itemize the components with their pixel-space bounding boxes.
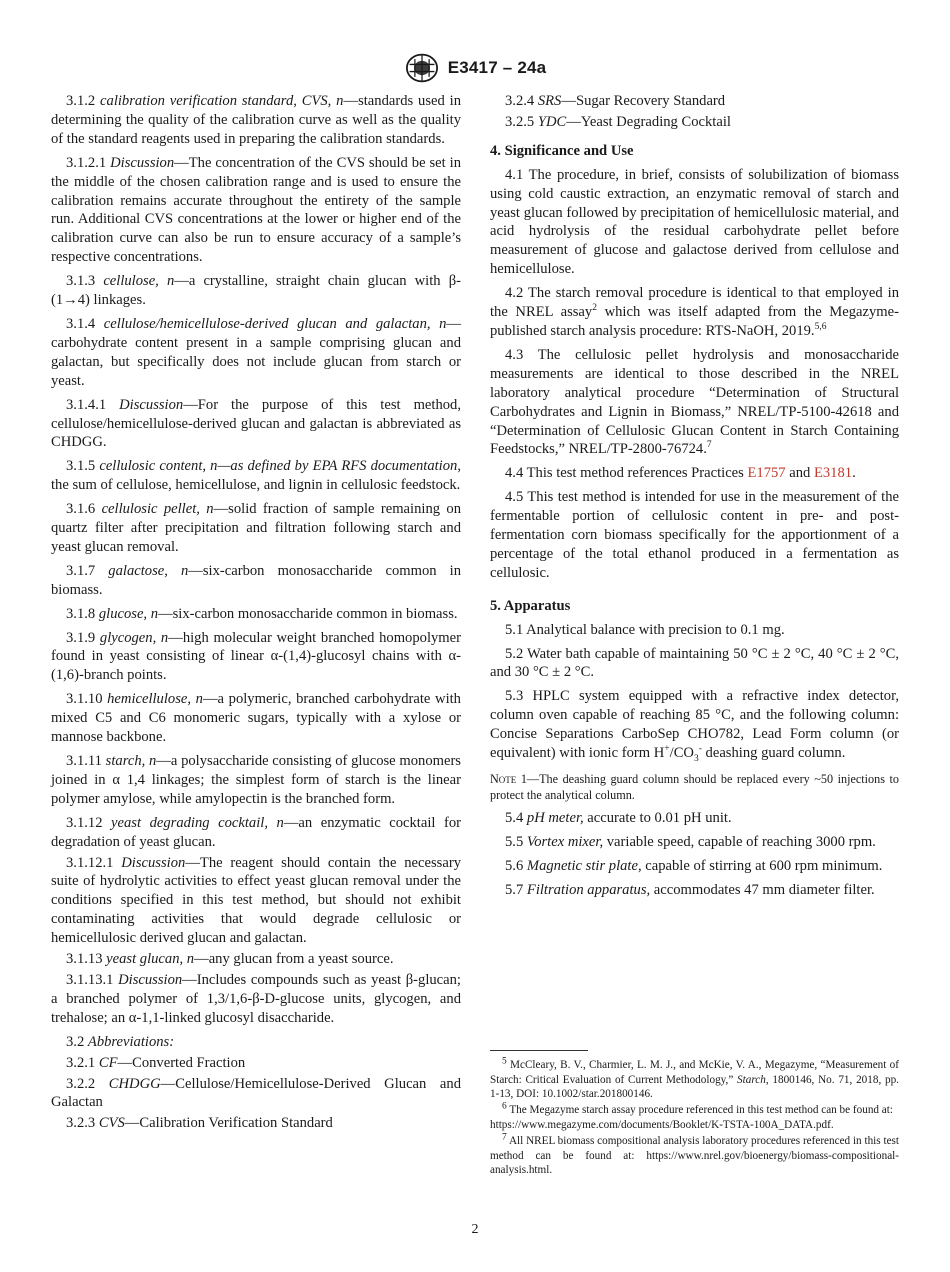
link-e3181[interactable]: E3181 [813,465,853,482]
footnote-divider [490,1050,588,1051]
footnote-6: $^6$ The Megazyme starch assay procedure referenced in this test method can be found at: [502,1101,893,1116]
abbrev-3-2-5: 3.2.5 YDC—Yeast Degrading Cocktail [505,113,731,130]
paragraph-4-5: 4.5 This test method is intended for use in the measurement of the fermentable portion of cellulosic content in pre- and post-fermentation corn biomass specifically for the apportionment of a percentage of the total ethanol produced in a fermentation as cellulosic. [490,489,899,581]
term-3-1-11: 3.1.11 starch, n—a polysaccharide consisting of glucose monomers joined in α 1,4 linkages; the simplest form of starch is the linear polymer amylose, while amylopectin is the branched form. [51,753,461,807]
footnote-6-url[interactable]: https://www.megazyme.com/documents/Booklet/K-TSTA-100A_DATA.pdf. [490,1119,834,1132]
link-e1757[interactable]: E1757 [747,465,786,482]
right-column [490,92,899,905]
term-3-1-2: 3.1.2 calibration verification standard, CVS, n—standards used in determining the quality of the calibration curve as well as the quality of the standard reagents used in preparing the calibration standards. [51,93,461,147]
abbrev-3-2-4: 3.2.4 SRS—Sugar Recovery Standard [505,93,726,109]
page-header [0,52,950,84]
term-3-1-7: 3.1.7 galactose, n—six-carbon monosaccharide common in biomass. [51,562,462,598]
abbrev-3-2-1: 3.2.1 CF—Converted Fraction [66,1054,246,1071]
discussion-3-1-12-1: 3.1.12.1 Discussion—The reagent should contain the necessary suite of hydrolytic activities to effect yeast glucan removal under the conditions specified in this test method, but should not exhibit contaminating activities that would degrade cellulosic or hemicellulosic derived glucan and galactan. [51,854,461,947]
note-1: Note 1—The deashing guard column should be replaced every ~50 injections to protect the analytical column. [490,772,899,802]
term-3-1-12: 3.1.12 yeast degrading cocktail, n—an enzymatic cocktail for degradation of yeast glucan. [51,814,462,850]
paragraph-5-3: 5.3 HPLC system equipped with a refractive index detector, column oven capable of reaching 85 °C, and the following column: Concise Separations CarboSep CHO782, Lead Form column (or equivalent) with ionic form $H^+/CO_3^-$ deashing guard column. [490,688,899,764]
term-3-1-9: 3.1.9 glycogen, n—high molecular weight branched homopolymer found in yeast consisting of linear α-(1,4)-glucosyl chains with α-(1,6)-branch points. [51,629,461,684]
term-3-1-4: 3.1.4 cellulose/hemicellulose-derived glucan and galactan, n—carbohydrate content present in a sample comprising glucan and galactan, but specifically does not include glucan from starch or yeast. [51,315,461,389]
discussion-3-1-4-1: 3.1.4.1 Discussion—For the purpose of this test method, cellulose/hemicellulose-derived glucan and galactan is abbreviated as CHDGG. [51,396,461,451]
term-3-1-13: 3.1.13 yeast glucan, n—any glucan from a yeast source. [66,951,394,968]
page-number: 2 [471,1222,479,1237]
abbrev-3-2-2: 3.2.2 CHDGG—Cellulose/Hemicellulose-Derived Glucan and Galactan [51,1075,461,1111]
term-3-1-8: 3.1.8 glucose, n—six-carbon monosaccharide common in biomass. [66,605,458,622]
abbreviations-3-2: 3.2 Abbreviations: [66,1033,175,1050]
paragraph-5-2: 5.2 Water bath capable of maintaining 50 °C ± 2 °C, 40 °C ± 2 °C, and 30 °C ± 2 °C. [490,645,899,681]
section-4-heading: 4. Significance and Use [490,142,634,159]
term-3-1-5: 3.1.5 cellulosic content, n—as defined by EPA RFS documentation, the sum of cellulose, hemicellulose, and lignin in cellulosic feedstock. [51,458,461,494]
abbrev-3-2-3: 3.2.3 CVS—Calibration Verification Standard [66,1115,333,1132]
paragraph-4-2: 4.2 The starch removal procedure is identical to that employed in the NREL assay$^2$ which was itself adapted from the Megazyme-published starch analysis procedure: RTS-NaOH, 2019.$^{5,6}$ [490,285,899,339]
footnote-5: $^5$ McCleary, B. V., Charmier, L. M. J., and McKie, V. A., Megazyme, “Measurement of Starch: Critical Evaluation of Current Methodology,” Starch, 1800146, No. 71, 2018, pp. 1-13, DOI: 10.1002/star.201800146. [490,1056,899,1101]
section-5-heading: 5. Apparatus [490,597,571,614]
left-column [51,92,461,1135]
footnote-7: $^7$ All NREL biomass compositional analysis laboratory procedures referenced in this test method can be found at: https://www.nrel.gov/bioenergy/biomass-compositional-analysis.html. [490,1132,899,1177]
paragraph-5-1: 5.1 Analytical balance with precision to 0.1 mg. [505,621,785,638]
term-3-1-10: 3.1.10 hemicellulose, n—a polymeric, branched carbohydrate with mixed C5 and C6 monomeric sugars, typically with a xylose or mannose backbone. [51,691,461,746]
paragraph-4-3: 4.3 The cellulosic pellet hydrolysis and monosaccharide measurements are identical to those described in the NREL laboratory analytical procedure “Determination of Structural Carbohydrates and Lignin in Biomass,” NREL/TP-5100-42618 and “Determination of Cellulosic Glucan Content in Starch Containing Feedstocks,” NREL/TP-2800-76724.$^7$ [490,346,899,458]
paragraph-5-6: 5.6 Magnetic stir plate, capable of stirring at 600 rpm minimum. [505,857,883,874]
discussion-3-1-13-1: 3.1.13.1 Discussion—Includes compounds such as yeast β-glucan; a branched polymer of 1,3/1,6-β-D-glucose units, glycogen, and trehalose; an α-1,1-linked glucosyl disaccharide. [51,971,461,1026]
discussion-3-1-2-1: 3.1.2.1 Discussion—The concentration of the CVS should be set in the middle of the chosen calibration range and is used to ensure the calibration remains accurate throughout the entirety of the sample run. Additional CVS concentrations at the lower or higher end of the calibration curve can also be run to ensure accuracy of a sample’s respective concentrations. [51,154,461,266]
term-3-1-6: 3.1.6 cellulosic pellet, n—solid fraction of sample remaining on quartz filter after precipitation and filtration following starch and yeast glucan removal. [51,501,461,555]
footnotes [490,1058,899,1179]
paragraph-5-4: 5.4 pH meter, accurate to 0.01 pH unit. [505,810,732,826]
document-id: E3417 – 24a [447,58,547,77]
paragraph-4-4: 4.4 This test method references Practices E1757 and E3181. [505,465,856,482]
paragraph-5-7: 5.7 Filtration apparatus, accommodates 47 mm diameter filter. [505,881,875,898]
paragraph-5-5: 5.5 Vortex mixer, variable speed, capable of reaching 3000 rpm. [505,833,876,850]
astm-logo-icon [404,52,440,84]
term-3-1-3: 3.1.3 cellulose, n—a crystalline, straight chain glucan with β-(1→4) linkages. [51,273,461,309]
paragraph-4-1: 4.1 The procedure, in brief, consists of solubilization of biomass using cold caustic extraction, an enzymatic removal of starch and yeast glucan followed by precipitation of hemicellulosic material, and acid hydrolysis of the residual carbohydrate pellet before measurement of glucose and galactose derived from cellulose and hemicellulose. [490,166,899,278]
